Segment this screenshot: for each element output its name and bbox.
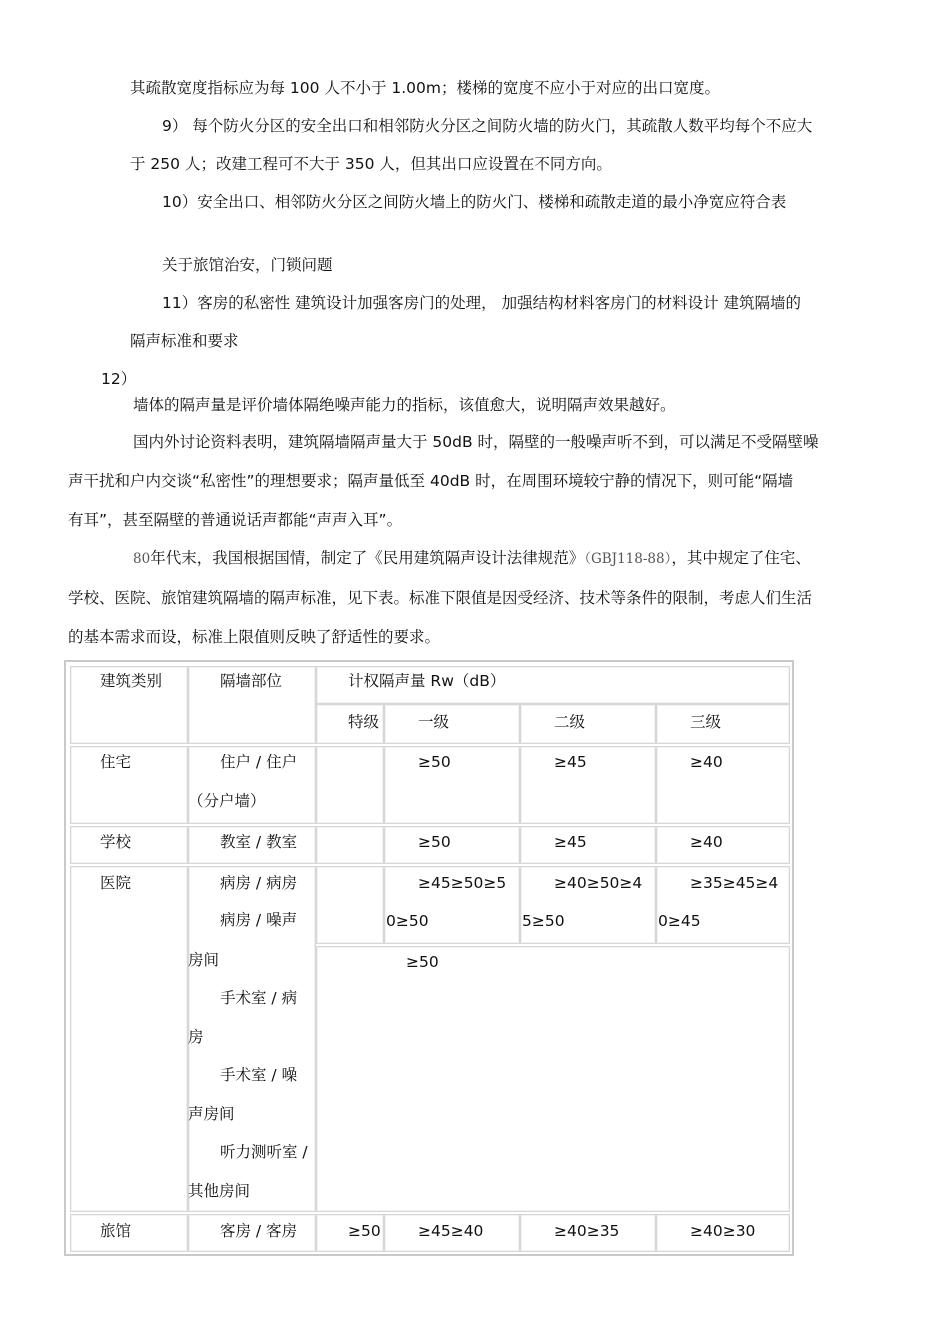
hospital-loc-3b: 房 [188, 1028, 204, 1046]
paragraph-research-1: 国内外讨论资料表明，建筑隔墙隔声量大于 50dB 时，隔壁的一般噪声听不到，可以满足不受隔壁噪 [133, 433, 819, 451]
school-location: 教室 / 教室 [220, 833, 298, 851]
school-category: 学校 [100, 833, 132, 851]
residential-category: 住宅 [100, 753, 132, 771]
header-special: 特级 [348, 713, 380, 731]
residential-g3: ≥40 [690, 753, 723, 771]
cell-school-special [316, 826, 384, 864]
hospital-category: 医院 [100, 874, 132, 892]
hospital-g2b: 5≥50 [522, 912, 565, 930]
hospital-g3a: ≥35≥45≥4 [690, 874, 779, 892]
school-g3: ≥40 [690, 833, 723, 851]
hotel-g2: ≥40≥35 [554, 1222, 620, 1240]
hospital-loc-4b: 声房间 [188, 1105, 235, 1123]
residential-g1: ≥50 [418, 753, 451, 771]
cell-residential-g2 [520, 746, 656, 824]
hospital-g1b: 0≥50 [386, 912, 429, 930]
sound-insulation-table [64, 660, 794, 1256]
cell-hospital-special [316, 866, 384, 944]
paragraph-research-3: 有耳”，甚至隔壁的普通说话声都能“声声入耳”。 [68, 511, 403, 529]
hospital-merged-value: ≥50 [406, 953, 439, 971]
hospital-loc-3a: 手术室 / 病 [220, 989, 298, 1007]
paragraph-item-10: 10）安全出口、相邻防火分区之间防火墙上的防火门、楼梯和疏散走道的最小净宽应符合表 [162, 193, 787, 211]
paragraph-item-11-cont: 隔声标准和要求 [130, 332, 239, 350]
school-g2: ≥45 [554, 833, 587, 851]
hospital-loc-4a: 手术室 / 噪 [220, 1066, 298, 1084]
hospital-loc-5a: 听力测听室 / [220, 1143, 308, 1161]
header-location: 隔墙部位 [220, 672, 283, 690]
paragraph-wall-insulation: 墙体的隔声量是评价墙体隔绝噪声能力的指标，该值愈大，说明隔声效果越好。 [133, 396, 676, 414]
header-cell-grade2 [520, 704, 656, 744]
hotel-g1: ≥45≥40 [418, 1222, 484, 1240]
cell-hospital-merged [316, 946, 790, 1212]
standard-text-2: ，其中规定了住宅、 [671, 549, 811, 567]
cell-school-g2 [520, 826, 656, 864]
residential-location: 住户 / 住户 [220, 753, 298, 771]
header-rw: 计权隔声量 Rw（dB） [348, 672, 506, 690]
cell-residential-special [316, 746, 384, 824]
paragraph-evac-width: 其疏散宽度指标应为每 100 人不小于 1.00m；楼梯的宽度不应小于对应的出口宽度。 [130, 79, 720, 97]
header-grade2: 二级 [554, 713, 586, 731]
hospital-loc-1: 病房 / 病房 [220, 874, 298, 892]
paragraph-standard-1 [133, 548, 811, 569]
standard-text-1: 年代末，我国根据国情，制定了《民用建筑隔声设计法律规范》 [150, 549, 585, 567]
hotel-special: ≥50 [348, 1222, 381, 1240]
table-row-hospital [70, 866, 188, 1212]
paragraph-item-12: 12） [101, 370, 137, 388]
hotel-location: 客房 / 客房 [220, 1222, 298, 1240]
decade-number: 80 [133, 551, 151, 567]
hospital-loc-2b: 房间 [188, 951, 220, 969]
paragraph-hotel-security: 关于旅馆治安，门锁问题 [162, 256, 333, 274]
header-grade3: 三级 [690, 713, 722, 731]
hotel-g3: ≥40≥30 [690, 1222, 756, 1240]
paragraph-standard-3: 的基本需求而设，标准上限值则反映了舒适性的要求。 [68, 628, 441, 646]
hospital-g3b: 0≥45 [658, 912, 701, 930]
hospital-g2a: ≥40≥50≥4 [554, 874, 643, 892]
hotel-category: 旅馆 [100, 1222, 132, 1240]
cell-residential-g3 [656, 746, 790, 824]
cell-school-g3 [656, 826, 790, 864]
school-g1: ≥50 [418, 833, 451, 851]
cell-residential-g1 [384, 746, 520, 824]
residential-g2: ≥45 [554, 753, 587, 771]
paragraph-research-2: 声干扰和户内交谈“私密性”的理想要求；隔声量低至 40dB 时，在周围环境较宁静的情况下，则可能“隔墙 [68, 472, 794, 490]
header-cell-grade3 [656, 704, 790, 744]
cell-school-g1 [384, 826, 520, 864]
paragraph-item-9: 9） 每个防火分区的安全出口和相邻防火分区之间防火墙的防火门，其疏散人数平均每个不应大 [162, 117, 813, 135]
header-grade1: 一级 [418, 713, 450, 731]
paragraph-item-9-cont: 于 250 人；改建工程可不大于 350 人，但其出口应设置在不同方向。 [130, 155, 612, 173]
paragraph-standard-2: 学校、医院、旅馆建筑隔墙的隔声标准，见下表。标准下限值是因受经济、技术等条件的限制，考虑人们生活 [68, 589, 813, 607]
hospital-loc-2a: 病房 / 噪声 [220, 911, 298, 929]
header-category: 建筑类别 [100, 672, 163, 690]
hospital-g1a: ≥45≥50≥5 [418, 874, 507, 892]
residential-location-note: （分户墙） [188, 792, 266, 810]
hospital-loc-5b: 其他房间 [188, 1182, 251, 1200]
header-cell-grade1 [384, 704, 520, 744]
paragraph-item-11: 11）客房的私密性 建筑设计加强客房门的处理， 加强结构材料客房门的材料设计 建筑隔墙的 [162, 294, 802, 312]
standard-code: （GBJ118-88） [584, 551, 672, 567]
